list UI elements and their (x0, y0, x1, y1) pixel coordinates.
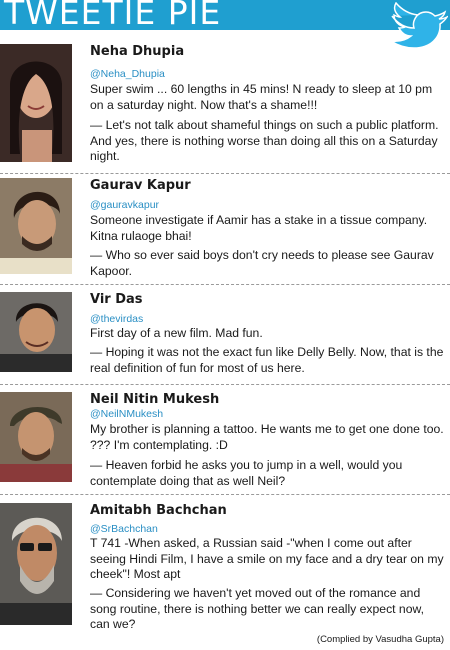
twitter-handle-link[interactable]: @NeilNMukesh (90, 408, 164, 420)
avatar (0, 44, 72, 162)
author-name: Amitabh Bachchan (90, 503, 227, 518)
avatar (0, 503, 72, 625)
tweet-entry-vir-das (0, 292, 450, 388)
tweet-text: My brother is planning a tattoo. He wants me to get one done too. ??? I'm contemplating. :D (90, 422, 444, 452)
avatar (0, 392, 72, 482)
divider (0, 284, 450, 285)
divider (0, 494, 450, 495)
page-title: TWEETIE PIE (4, 0, 222, 32)
tweet-text: First day of a new film. Mad fun. (90, 326, 263, 340)
tweet-entry-amitabh-bachchan (0, 503, 450, 631)
author-name: Gaurav Kapur (90, 178, 191, 193)
divider (0, 173, 450, 174)
twitter-handle-link[interactable]: @Neha_Dhupia (90, 68, 165, 80)
tweet-entry-gaurav-kapur (0, 178, 450, 284)
reply-text: — Hoping it was not the exact fun like Delly Belly. Now, that is the real definition of fun for most of us here. (90, 345, 444, 375)
header-banner (0, 0, 450, 30)
tweet-entry-neil-nitin-mukesh (0, 392, 450, 498)
reply-text: — Let's not talk about shameful things on such a public platform. And yes, there is nothing worse than doing all this on a Saturday night. (90, 118, 439, 163)
twitter-bird-icon (388, 2, 448, 50)
twitter-handle-link[interactable]: @thevirdas (90, 313, 144, 325)
author-name: Vir Das (90, 292, 143, 307)
tweet-text: Super swim ... 60 lengths in 45 mins! N ready to sleep at 10 pm on a saturday night. Now that's a shame!!! (90, 82, 433, 112)
reply-text: — Heaven forbid he asks you to jump in a well, would you contemplate doing that as well Neil? (90, 458, 403, 488)
avatar (0, 178, 72, 274)
twitter-handle-link[interactable]: @gauravkapur (90, 199, 160, 211)
author-name: Neha Dhupia (90, 44, 185, 59)
reply-text: — Considering we haven't yet moved out of the romance and song routine, there is nothing better we can really expect now, can we? (90, 586, 425, 631)
reply-text: — Who so ever said boys don't cry needs to please see Gaurav Kapoor. (90, 248, 434, 278)
tweet-text: T 741 -When asked, a Russian said -"when I come out after seeing Hindi Film, I have a smile on my face and a dry tear on my cheek"! Most apt (90, 536, 444, 581)
twitter-handle-link[interactable]: @SrBachchan (90, 523, 158, 535)
divider (0, 384, 450, 385)
tweet-text: Someone investigate if Aamir has a stake in a tissue company. Kitna rulaoge bhai! (90, 213, 428, 243)
credit-line: (Complied by Vasudha Gupta) (316, 634, 444, 645)
tweet-entry-neha-dhupia (0, 44, 450, 178)
author-name: Neil Nitin Mukesh (90, 392, 220, 407)
avatar (0, 292, 72, 372)
